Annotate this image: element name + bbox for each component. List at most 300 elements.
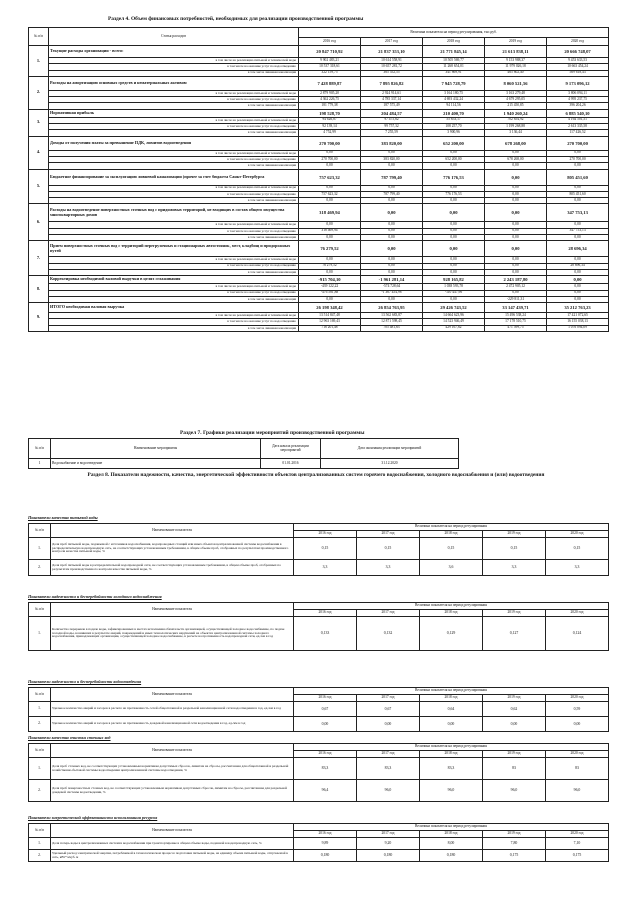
indicator-group-title: Показатели качества очистки сточных вод (28, 735, 111, 740)
subrow-value: 3 163 279,48 (485, 90, 547, 96)
subrow-value: 3 136,44 (485, 130, 547, 136)
indicator-value: 0,127 (483, 617, 546, 651)
subrow-value: 99 757,32 (361, 124, 423, 130)
subrow-label: в том числе на реализацию питьевой и технической воды (49, 117, 299, 123)
subrow-value: 0,00 (361, 222, 423, 228)
subrow-value: -476 581,88 (299, 290, 361, 296)
subrow-value: 702 854,92 (485, 117, 547, 123)
row-name: ИТОГО необходимая валовая выручка (49, 303, 299, 313)
subrow-label: в том числе ливневая канализация (49, 130, 299, 136)
subrow-value: -110 447,96 (423, 290, 485, 296)
indicator-value: 83,3 (357, 758, 420, 780)
subrow-value: 0,00 (299, 235, 361, 241)
row-value: 7 945 728,79 (423, 76, 485, 90)
ind-group-header: Величина показателя на период регулирования (294, 524, 609, 531)
indicator-value: 0,15 (483, 538, 546, 560)
subrow-value: 2 613 335,58 (547, 124, 609, 130)
indicator-value: 7,10 (546, 838, 609, 850)
subrow-label: в том числе на оказание услуг по водоотведению (49, 64, 299, 70)
ind-group-header: Величина показателя на период регулирования (294, 688, 609, 695)
subrow-value: 716 201,48 (299, 325, 361, 331)
row-value: 26 854 763,95 (361, 303, 423, 313)
row-value: 270 700,00 (299, 136, 361, 150)
subrow-value: 0,00 (485, 163, 547, 169)
subrow-label: в том числе на реализацию питьевой и технической воды (49, 257, 299, 263)
s7-end-header: Дата окончания реализации мероприятий (321, 439, 459, 459)
row-value: 20 847 710,92 (299, 46, 361, 58)
ind-year-header: 2020 год (546, 831, 609, 838)
ind-year-header: 2018 год (420, 695, 483, 702)
indicator-row (29, 780, 609, 802)
ind-year-header: 2019 год (483, 610, 546, 617)
year-header: 2017 год (361, 38, 423, 46)
subrow-value: 215 450,85 (485, 103, 547, 109)
subrow-value: 0,00 (423, 185, 485, 191)
subrow-value: 4 693 432,24 (423, 97, 485, 103)
subrow-value: 0,00 (299, 163, 361, 169)
section7-title: Раздел 7. Графики реализации мероприятий производственной программы (180, 430, 365, 436)
subrow-value: 11 979 026,18 (485, 64, 547, 70)
indicator-description: Удельный расход электрической энергии, потребляемой в технологическом процессе подготовки питьевой воды, на единицу объема питьевой воды, отпускаемой в сеть, кВт*ч/куб. м (51, 850, 294, 862)
indicator-value: 0,175 (546, 850, 609, 862)
ind-no-header: № п/п (29, 744, 51, 758)
indicator-value: 96,0 (546, 780, 609, 802)
subrow-value: 0,00 (361, 235, 423, 241)
indicator-value: 0,00 (546, 717, 609, 732)
subrow-value: 569 618,43 (547, 70, 609, 76)
cost-row (29, 204, 609, 222)
indicator-group-title: Показатели надежности и бесперебойности водоотведения (28, 679, 142, 684)
indicator-number: 2. (29, 717, 51, 732)
col-no-header: № п/п (29, 28, 49, 46)
row-value: 21 613 838,11 (485, 46, 547, 58)
indicator-row (29, 560, 609, 576)
subrow-value: 13 562 683,87 (361, 313, 423, 319)
subrow-value: 2 879 905,20 (299, 90, 361, 96)
indicator-value: 0,59 (546, 702, 609, 717)
subrow-value: 0,00 (361, 257, 423, 263)
section8-title: Раздел 8. Показатели надежности, качества, энергетической эффективности объектов централизованных систем горячего водоснабжения, холодного водоснабжения и (или) водоотведения (87, 472, 545, 478)
row-value: 0,00 (485, 204, 547, 222)
subrow-label: в том числе ливневая канализация (49, 198, 299, 204)
indicator-value: 96,0 (420, 780, 483, 802)
subrow-value: 0,00 (361, 163, 423, 169)
row-number: 8. (29, 276, 49, 303)
indicator-value: 3,3 (483, 560, 546, 576)
row-number: 7. (29, 241, 49, 276)
indicator-row (29, 717, 609, 732)
subrow-value: 429 167,62 (423, 325, 485, 331)
subrow-value: 92 139,14 (299, 124, 361, 130)
subrow-value: 3 900,96 (423, 130, 485, 136)
indicator-value: 0,132 (357, 617, 420, 651)
indicator-row (29, 702, 609, 717)
subrow-value: 10 663 454,24 (547, 64, 609, 70)
row-number: 1. (29, 46, 49, 77)
subrow-value: 0,00 (485, 235, 547, 241)
s7-name-header: Наименование мероприятия (51, 439, 261, 459)
row-value: 204 484,57 (361, 109, 423, 117)
subrow-value: 705 481,63 (361, 325, 423, 331)
subrow-value: 9 453 633,53 (547, 58, 609, 64)
cost-subrow (29, 325, 609, 331)
subrow-label: в том числе на реализацию питьевой и технической воды (49, 284, 299, 290)
ind-year-header: 2019 год (483, 695, 546, 702)
ind-no-header: № п/п (29, 824, 51, 838)
row-name: Бюджетное финансирование за эксплуатацию ливневой канализации (прочее за счет бюджета Санкт-Петербурга (49, 169, 299, 185)
row-number: 3. (29, 109, 49, 136)
row-name: Доходы от получения платы за превышение ПДК, лимитов водоотведения (49, 136, 299, 150)
row-number: 9. (29, 303, 49, 332)
cost-row (29, 76, 609, 90)
row-value: 652 200,00 (423, 136, 485, 150)
row-name: Текущие расходы организации - всего: (49, 46, 299, 58)
subrow-label: в том числе на оказание услуг по водоотведению (49, 228, 299, 234)
indicator-value: 0,00 (483, 717, 546, 732)
subrow-value: -1 367 454,98 (361, 290, 423, 296)
ind-name-header: Наименование показателя (51, 688, 294, 702)
subrow-value: 15 496 538,24 (485, 313, 547, 319)
row-number: 2. (29, 76, 49, 109)
subrow-value: 0,00 (485, 269, 547, 275)
row-value: 757 623,32 (299, 169, 361, 185)
indicator-value: 0,180 (294, 850, 357, 862)
subrow-value: 0,00 (547, 150, 609, 156)
subrow-value: 396 204,26 (547, 103, 609, 109)
s7-row-start: 01.01.2016 (261, 459, 321, 469)
subrow-value: 0,00 (547, 269, 609, 275)
schedule-table (28, 438, 459, 469)
subrow-value: 0,00 (299, 185, 361, 191)
indicator-number: 1. (29, 758, 51, 780)
subrow-label: в том числе на реализацию питьевой и технической воды (49, 90, 299, 96)
subrow-value: 0,00 (547, 163, 609, 169)
ind-year-header: 2020 год (546, 751, 609, 758)
ind-group-header: Величина показателя на период регулирования (294, 744, 609, 751)
indicator-value: 9,20 (357, 838, 420, 850)
subrow-value: 0,00 (485, 150, 547, 156)
indicator-description: Доля проб поверхностных сточных вод, не соответствующих установленным нормативам допустимых сбросов, лимитам на сбросы, рассчитанная для раздельной дождевой системы водоотведения, % (51, 780, 294, 802)
col-group-header: Величина показателя на период регулирования, тыс.руб. (299, 28, 609, 38)
subrow-value: 0,00 (547, 290, 609, 296)
subrow-value: 0,00 (485, 185, 547, 191)
indicator-value: 0,124 (546, 617, 609, 651)
subrow-value: 0,00 (423, 198, 485, 204)
ind-year-header: 2020 год (546, 531, 609, 538)
s7-no-header: № п/п (29, 439, 51, 459)
indicator-row (29, 758, 609, 780)
indicator-table (28, 743, 609, 802)
indicator-value: 0,175 (483, 850, 546, 862)
ind-year-header: 2016 год (294, 531, 357, 538)
indicator-table (28, 687, 609, 732)
year-header: 2016 год (299, 38, 361, 46)
row-number: 6. (29, 204, 49, 241)
row-value: 210 400,70 (423, 109, 485, 117)
indicator-row (29, 617, 609, 651)
subrow-value: 0,00 (423, 296, 485, 302)
row-value: 0,00 (485, 241, 547, 257)
subrow-value: 0,00 (547, 235, 609, 241)
row-value: 270 700,00 (547, 136, 609, 150)
indicator-row (29, 838, 609, 850)
subrow-value: 465 802,40 (485, 70, 547, 76)
subrow-value: 652 200,00 (423, 156, 485, 162)
indicator-number: 1. (29, 538, 51, 560)
subrow-value: 2 472 905,12 (485, 284, 547, 290)
subrow-value: 0,00 (299, 222, 361, 228)
subrow-label: в том числе ливневая канализация (49, 163, 299, 169)
ind-year-header: 2018 год (420, 831, 483, 838)
row-value: 26 198 348,42 (299, 303, 361, 313)
subrow-label: в том числе на реализацию питьевой и технической воды (49, 222, 299, 228)
subrow-value: 4 785 337,14 (361, 97, 423, 103)
row-value: 928 165,82 (423, 276, 485, 284)
ind-year-header: 2016 год (294, 610, 357, 617)
subrow-value: 0,00 (547, 185, 609, 191)
row-value: 33 147 439,71 (485, 303, 547, 313)
indicator-value: 3,6 (420, 560, 483, 576)
subrow-value: -574 728,64 (361, 284, 423, 290)
indicator-value: 0,15 (294, 538, 357, 560)
row-name: Нормативная прибыль (49, 109, 299, 117)
subrow-label: в том числе на реализацию питьевой и технической воды (49, 185, 299, 191)
indicator-table (28, 823, 609, 862)
subrow-value: 10 614 558,91 (361, 58, 423, 64)
cost-row (29, 109, 609, 117)
indicator-value: 0,62 (483, 702, 546, 717)
ind-year-header: 2019 год (483, 531, 546, 538)
subrow-value: 0,00 (485, 222, 547, 228)
row-value: 21 837 353,10 (361, 46, 423, 58)
indicator-value: 3,3 (546, 560, 609, 576)
cost-row (29, 169, 609, 185)
indicator-value: 96,4 (294, 780, 357, 802)
subrow-value: 1 038 593,78 (423, 284, 485, 290)
row-name: Прием поверхностных сточных вод с территорий перегрузочных и стационарных автостоянок, мест, кладбищ и придорожных путей (49, 241, 299, 257)
indicator-number: 1. (29, 838, 51, 850)
subrow-value: 10 505 569,77 (423, 58, 485, 64)
indicator-number: 2. (29, 560, 51, 576)
row-value: 8 060 521,56 (485, 76, 547, 90)
subrow-value: 318 469,94 (299, 228, 361, 234)
cost-row (29, 136, 609, 150)
subrow-value: 0,00 (361, 150, 423, 156)
subrow-value: 1 199 268,88 (485, 124, 547, 130)
indicator-description: Доля проб питьевой воды, подаваемой с источников водоснабжения, водопроводных станций или иных объектов централизованной системы водоснабжения в распределительную водопроводную сеть, не соответствующих установленным требованиям, в общем объеме проб, отобранных по результатам производственного контроля качества питьевой воды, % (51, 538, 294, 560)
row-value: 6 885 540,10 (547, 109, 609, 117)
ind-year-header: 2017 год (357, 831, 420, 838)
indicator-number: 1. (29, 617, 51, 651)
subrow-label: в том числе на оказание услуг по водоотведению (49, 156, 299, 162)
subrow-value: 0,00 (485, 263, 547, 269)
indicator-value: 3,3 (357, 560, 420, 576)
subrow-value: 0,00 (299, 269, 361, 275)
row-value: 9 173 096,12 (547, 76, 609, 90)
ind-group-header: Величина показателя на период регулирования (294, 603, 609, 610)
subrow-value: 0,00 (547, 198, 609, 204)
row-value: 28 696,34 (547, 241, 609, 257)
indicator-value: 0,15 (420, 538, 483, 560)
subrow-label: в том числе на оказание услуг по водоотведению (49, 124, 299, 130)
row-value: 76 279,52 (299, 241, 361, 257)
row-number: 4. (29, 136, 49, 169)
subrow-value: 341 869,91 (423, 70, 485, 76)
subrow-label: в том числе ливневая канализация (49, 235, 299, 241)
ind-year-header: 2016 год (294, 831, 357, 838)
subrow-value: 12 871 598,45 (361, 319, 423, 325)
indicator-value: 83,3 (420, 758, 483, 780)
row-value: 776 176,53 (423, 169, 485, 185)
subrow-value: 11 268 654,01 (423, 64, 485, 70)
subrow-value: 9 153 988,37 (485, 58, 547, 64)
subrow-value: 117 426,52 (547, 130, 609, 136)
row-number: 5. (29, 169, 49, 204)
cost-row (29, 276, 609, 284)
ind-year-header: 2018 год (420, 531, 483, 538)
subrow-value: 10 657 281,72 (361, 64, 423, 70)
subrow-value: 0,00 (547, 296, 609, 302)
indicator-value: 83 (483, 758, 546, 780)
row-value: 1 940 260,24 (485, 109, 547, 117)
indicator-description: Удельное количество аварий и засоров в расчете на протяженность сетей общесплавной и раздельной канализационной сети водоотведения в год, ед./км в год (51, 702, 294, 717)
ind-no-header: № п/п (29, 603, 51, 617)
row-name: Корректировка необходимой валовой выручки в целях сглаживания (49, 276, 299, 284)
subrow-value: 787 799,40 (361, 191, 423, 197)
indicator-value: 0,15 (357, 538, 420, 560)
cost-row (29, 303, 609, 313)
subrow-value: 4 995 237,75 (547, 97, 609, 103)
row-value: 0,00 (423, 241, 485, 257)
indicator-group-title: Показатели энергетической эффективности использования ресурсов (28, 815, 158, 820)
subrow-value: 0,00 (485, 228, 547, 234)
row-value: -1 961 281,14 (361, 276, 423, 284)
subrow-value: 347 753,13 (547, 228, 609, 234)
row-value: -915 704,10 (299, 276, 361, 284)
subrow-label: в том числе на оказание услуг по водоотведению (49, 191, 299, 197)
s7-row-no: 1 (29, 459, 51, 469)
subrow-value: 322 159,75 (299, 70, 361, 76)
indicator-number: 2. (29, 780, 51, 802)
indicator-number: 2. (29, 850, 51, 862)
row-name: Расходы на амортизацию основных средств и нематериальных активов: (49, 76, 299, 90)
subrow-value: 0,00 (361, 185, 423, 191)
subrow-value: 14 664 623,96 (423, 313, 485, 319)
subrow-label: в том числе ливневая канализация (49, 296, 299, 302)
ind-year-header: 2020 год (546, 610, 609, 617)
subrow-value: 76 279,52 (299, 263, 361, 269)
row-value: 805 451,60 (547, 169, 609, 185)
subrow-value: 9 902 483,21 (299, 58, 361, 64)
row-value: 0,00 (485, 169, 547, 185)
indicator-description: Доля проб сточных вод, не соответствующих установленным нормативам допустимых сбросов, лимитам на сбросы, рассчитанная для общесплавной и раздельной хозяйственно-бытовой системы водоотведения централизованной системы водоотведения, % (51, 758, 294, 780)
ind-year-header: 2019 год (483, 751, 546, 758)
row-value: 0,00 (361, 241, 423, 257)
subrow-label: в том числе на оказание услуг по водоотведению (49, 263, 299, 269)
row-value: 0,00 (423, 204, 485, 222)
indicator-description: Доля потерь воды в централизованных системах водоснабжения при транспортировке в общем объеме воды, поданной в водопроводную сеть, % (51, 838, 294, 850)
indicator-table (28, 523, 609, 576)
subrow-value: 187 575,49 (361, 103, 423, 109)
indicator-value: 0,129 (420, 617, 483, 651)
row-value: 198 528,70 (299, 109, 361, 117)
subrow-value: 17 421 072,65 (547, 313, 609, 319)
financial-needs-table (28, 27, 609, 332)
subrow-value: 0,00 (299, 257, 361, 263)
indicator-value: 9,89 (294, 838, 357, 850)
subrow-label: в том числе на оказание услуг по водоотведению (49, 97, 299, 103)
year-header: 2020 год (547, 38, 609, 46)
subrow-value: 0,00 (547, 222, 609, 228)
ind-name-header: Наименование показателя (51, 524, 294, 538)
subrow-value: 7 255,59 (361, 130, 423, 136)
subrow-value: 94 114,56 (423, 103, 485, 109)
indicator-group-title: Показатели надежности и бесперебойности холодного водоснабжения (28, 594, 162, 599)
ind-year-header: 2016 год (294, 751, 357, 758)
subrow-value: 4 679 295,05 (485, 97, 547, 103)
subrow-label: в том числе на оказание услуг по водоотведению (49, 319, 299, 325)
s7-row-name: Водоснабжение и водоотведение (51, 459, 261, 469)
indicator-description: Удельное количество аварий и засоров в расчете на протяженность дождевой канализационной сети водоотведения в год, ед./км в год (51, 717, 294, 732)
indicator-group-title: Показатели качества питьевой воды (28, 515, 98, 520)
ind-year-header: 2017 год (357, 531, 420, 538)
row-value: 678 268,00 (485, 136, 547, 150)
s7-start-header: Дата начала реализации мероприятий (261, 439, 321, 459)
subrow-value: 383 820,00 (361, 156, 423, 162)
row-value: 35 212 763,23 (547, 303, 609, 313)
row-value: 7 895 826,82 (361, 76, 423, 90)
row-value: 0,00 (547, 276, 609, 284)
subrow-value: 3 806 094,11 (547, 90, 609, 96)
subrow-label: в том числе на реализацию питьевой и технической воды (49, 150, 299, 156)
subrow-label: в том числе ливневая канализация (49, 103, 299, 109)
cost-row (29, 46, 609, 58)
subrow-value: 270 700,00 (547, 156, 609, 162)
subrow-value: 0,00 (423, 228, 485, 234)
indicator-value: 0,133 (294, 617, 357, 651)
row-value: 21 771 845,14 (423, 46, 485, 58)
subrow-value: -229 811,31 (485, 296, 547, 302)
subrow-value: 2 924 914,61 (361, 90, 423, 96)
subrow-value: 0,00 (361, 269, 423, 275)
subrow-value: 0,00 (423, 235, 485, 241)
indicator-value: 0,00 (294, 717, 357, 732)
subrow-value: 0,00 (485, 198, 547, 204)
indicator-table (28, 602, 609, 651)
indicator-value: 83,3 (294, 758, 357, 780)
indicator-value: 0,180 (357, 850, 420, 862)
subrow-value: 0,00 (423, 222, 485, 228)
row-value: 29 426 743,52 (423, 303, 485, 313)
subrow-label: в том числе ливневая канализация (49, 70, 299, 76)
subrow-value: 270 700,00 (299, 156, 361, 162)
subrow-value: 471 599,75 (485, 325, 547, 331)
subrow-value: 0,00 (361, 198, 423, 204)
indicator-value: 8,00 (420, 838, 483, 850)
year-header: 2018 год (423, 38, 485, 46)
subrow-value: 181 779,38 (299, 103, 361, 109)
indicator-row (29, 850, 609, 862)
s7-row-end: 31.12.2020 (321, 459, 459, 469)
subrow-value: 805 451,60 (547, 191, 609, 197)
ind-year-header: 2017 год (357, 751, 420, 758)
row-value: 318 469,94 (299, 204, 361, 222)
indicator-value: 96,0 (483, 780, 546, 802)
indicator-value: 96,0 (357, 780, 420, 802)
indicator-value: 0,67 (294, 702, 357, 717)
row-value: 2 243 187,80 (485, 276, 547, 284)
indicator-row (29, 538, 609, 560)
